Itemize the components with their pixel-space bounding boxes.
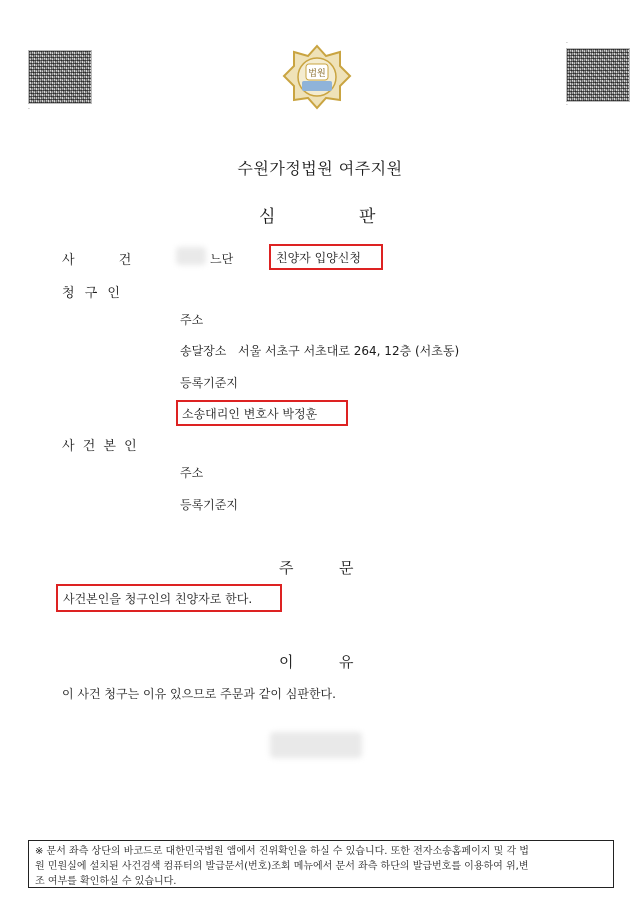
date-redacted: [270, 732, 362, 758]
barcode-right: [566, 48, 630, 102]
footer-line-3: 조 여부를 확인하실 수 있습니다.: [35, 876, 177, 887]
petitioner-registry-label: 등록기준지: [180, 376, 238, 390]
petitioner-label: 청 구 인: [62, 286, 120, 301]
person-registry-label: 등록기준지: [180, 498, 238, 512]
reason-heading-char-1: 이: [279, 653, 294, 671]
footer-line-1: ※ 문서 좌측 상단의 바코드로 대한민국법원 앱에서 진위확인을 하실 수 있습니다. 또한 전자소송홈페이지 및 각 법: [35, 846, 529, 857]
order-heading-char-1: 주: [279, 559, 294, 577]
reason-text: 이 사건 청구는 이유 있으므로 주문과 같이 심판한다.: [62, 687, 336, 701]
order-text: 사건본인을 청구인의 친양자로 한다.: [63, 592, 253, 606]
barcode-left-caption: ·: [28, 106, 30, 113]
footer-line-2: 원 민원실에 설치된 사건검색 컴퓨터의 발급문서(번호)조회 메뉴에서 문서 좌측 하단의 발급번호를 이용하여 위,변: [35, 861, 529, 872]
petitioner-delivery-label: 송달장소: [180, 344, 227, 358]
reason-heading-char-2: 유: [339, 653, 354, 671]
order-heading-char-2: 문: [339, 559, 354, 577]
case-label: 사 건: [62, 253, 132, 268]
case-number-redacted: [176, 247, 206, 265]
barcode-left: [28, 50, 92, 104]
barcode-right-caption: ·: [566, 102, 568, 109]
petitioner-delivery-value: 서울 서초구 서초대로 264, 12층 (서초동): [238, 344, 460, 358]
petitioner-address-label: 주소: [180, 313, 204, 327]
seal-text: 법원: [308, 69, 326, 79]
court-seal-icon: [282, 44, 352, 110]
doc-title-char-1: 심: [259, 207, 276, 227]
case-type: 친양자 입양신청: [276, 251, 361, 265]
court-name: 수원가정법원 여주지원: [237, 159, 403, 178]
person-label: 사 건 본 인: [62, 439, 137, 454]
petitioner-agent: 소송대리인 변호사 박정훈: [182, 407, 318, 421]
doc-title-char-2: 판: [359, 207, 376, 227]
person-address-label: 주소: [180, 466, 204, 480]
case-number-suffix: 느단: [210, 252, 234, 266]
barcode-right-caption-top: ·: [566, 40, 568, 47]
footer-notice: [28, 840, 614, 888]
